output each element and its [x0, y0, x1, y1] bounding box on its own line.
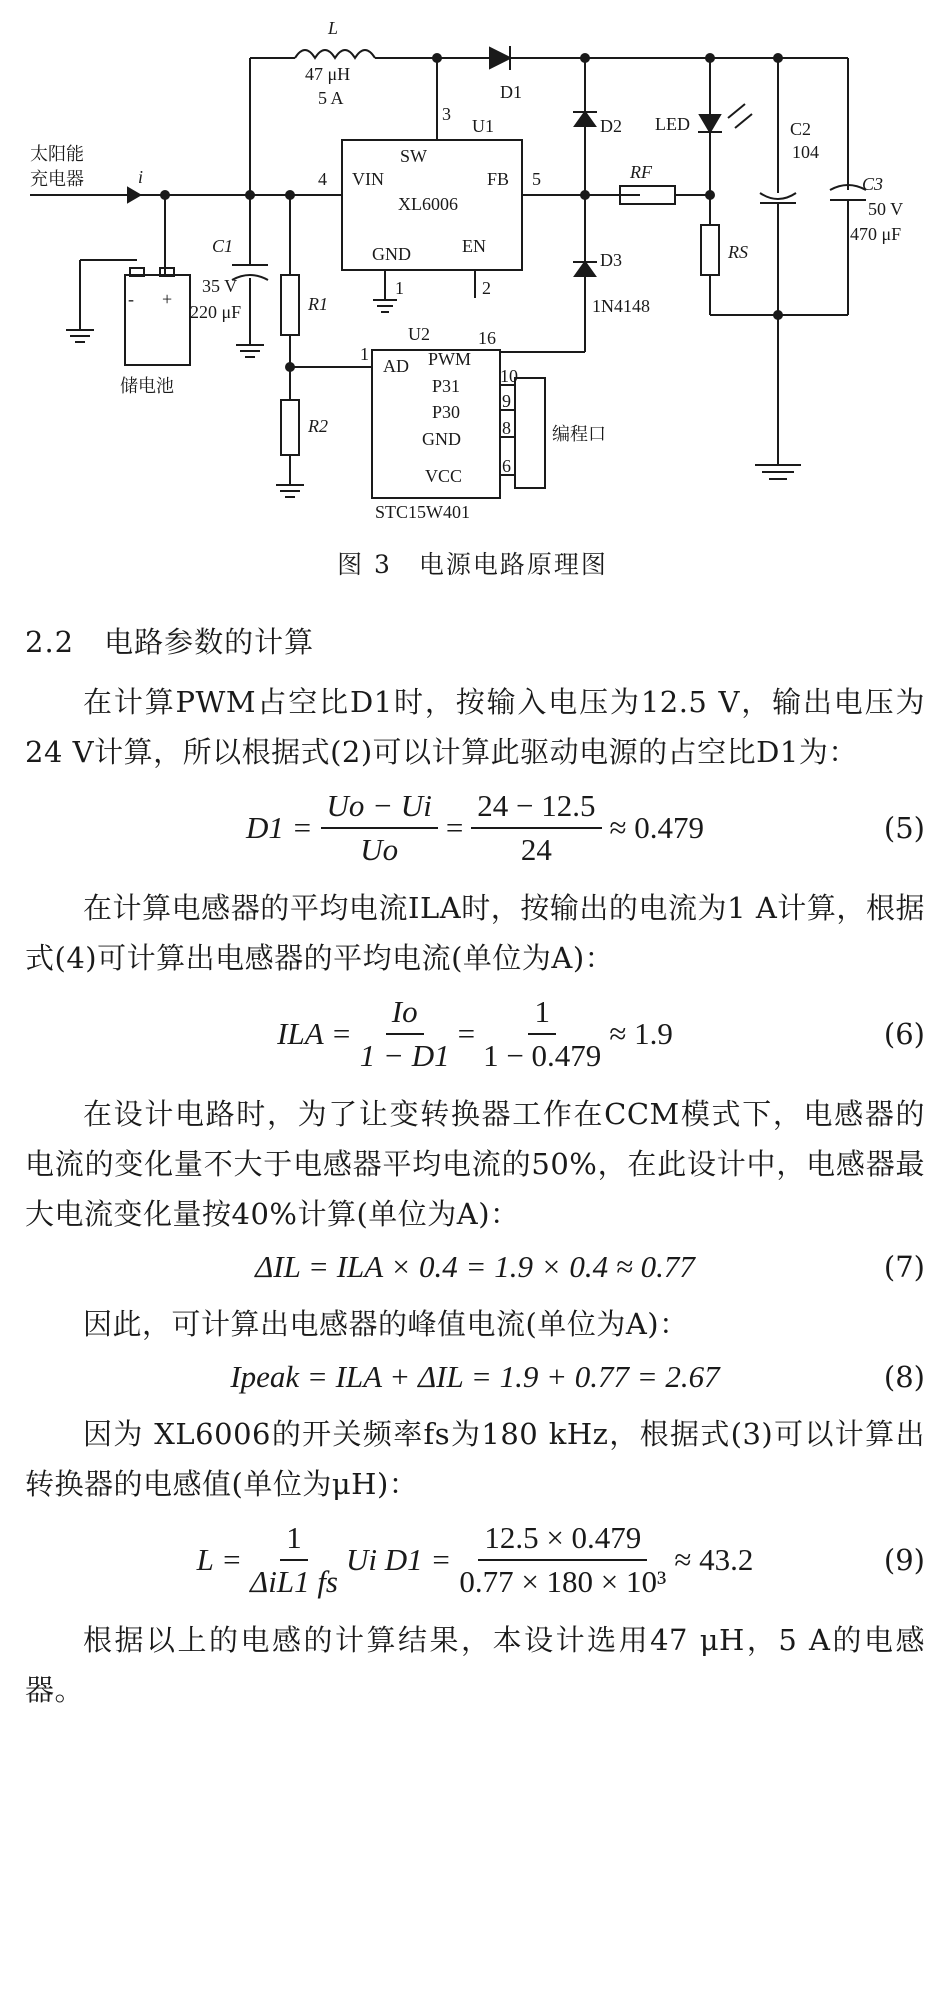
eq6-den: 1 − D1 — [359, 1038, 450, 1073]
figure-caption: 图 3 电源电路原理图 — [337, 550, 608, 579]
equation-6 — [25, 993, 925, 1075]
u2-p31: P31 — [432, 376, 461, 396]
r2-label: R2 — [308, 416, 328, 436]
u2-pwm: PWM — [428, 349, 472, 369]
eq9-den: ΔiL1 fs — [250, 1564, 338, 1599]
battery-plus: + — [162, 289, 173, 309]
u2-pin-vcc: 6 — [502, 456, 511, 476]
c1-voltage: 35 V — [202, 276, 238, 296]
battery-minus: - — [128, 289, 134, 309]
eq6-lhs: ILA = — [277, 1016, 352, 1051]
d1-label: D1 — [500, 82, 522, 102]
paragraph-4: 因此，可计算出电感器的峰值电流(单位为A)： — [83, 1307, 689, 1341]
eq9-fraction-1 — [250, 1519, 338, 1601]
solar-label-1: 太阳能 — [30, 144, 84, 165]
c2-name: C2 — [790, 119, 812, 139]
eq6-den2: 1 − 0.479 — [483, 1038, 602, 1073]
c1-name: C1 — [212, 236, 234, 256]
eq9-result: ≈ 43.2 — [674, 1542, 754, 1577]
u1-pin-sw: 3 — [442, 104, 451, 124]
paragraph-1: 在计算PWM占空比D1时，按输入电压为12.5 V，输出电压为24 V计算，所以根据式(2)可以计算此驱动电源的占空比D1为： — [25, 685, 925, 769]
eq5-lhs: D1 = — [245, 810, 313, 845]
eq8-number: (8) — [883, 1360, 925, 1394]
eq8-text: Ipeak = ILA + ΔIL = 1.9 + 0.77 = 2.67 — [230, 1359, 720, 1394]
u2-pin-ad: 1 — [360, 344, 369, 364]
eq5-result: ≈ 0.479 — [609, 810, 705, 845]
paragraph-6: 根据以上的电感的计算结果，本设计选用47 μH，5 A的电感器。 — [25, 1623, 925, 1707]
u1-name: U1 — [472, 116, 494, 136]
eq5-den: Uo — [360, 832, 399, 867]
c3-name: C3 — [862, 174, 884, 194]
eq6-result: ≈ 1.9 — [609, 1016, 673, 1051]
u1-sw: SW — [400, 146, 427, 166]
paragraph-2: 在计算电感器的平均电流ILA时，按输出的电流为1 A计算，根据式(4)可计算出电感器的平均电流(单位为A)： — [25, 891, 925, 975]
eq9-mid: Ui D1 = — [346, 1542, 452, 1577]
u2-pin-p31: 10 — [500, 366, 518, 386]
inductor-current: 5 A — [318, 88, 344, 108]
eq9-den2: 0.77 × 180 × 10³ — [459, 1564, 667, 1599]
equation-7 — [25, 1249, 925, 1285]
u1-pin-en: 2 — [482, 278, 491, 298]
u2-ad: AD — [383, 356, 409, 376]
eq5-num2: 24 − 12.5 — [471, 787, 601, 829]
eq9-number: (9) — [883, 1543, 925, 1577]
d3-part: 1N4148 — [592, 296, 650, 316]
eq6-num: Io — [386, 993, 424, 1035]
equation-9 — [25, 1519, 925, 1601]
u2-chip: STC15W401 — [375, 502, 471, 522]
eq6-eq: = — [457, 1016, 476, 1051]
eq6-num2: 1 — [528, 993, 556, 1035]
paragraph-5: 因为 XL6006的开关频率fs为180 kHz，根据式(3)可以计算出转换器的电感值(单位为μH)： — [25, 1417, 925, 1501]
u2-p30: P30 — [432, 402, 461, 422]
u2-pin-p30: 9 — [502, 391, 511, 411]
u2-gnd: GND — [422, 429, 461, 449]
u1-pin-fb: 5 — [532, 169, 541, 189]
paragraph-3: 在设计电路时，为了让变转换器工作在CCM模式下，电感器的电流的变化量不大于电感器平均电流的50%，在此设计中，电感器最大电流变化量按40%计算(单位为A)： — [25, 1097, 925, 1231]
eq5-den2: 24 — [520, 832, 552, 867]
battery-label: 储电池 — [120, 376, 174, 397]
eq5-number: (5) — [883, 811, 925, 845]
u2-pin-pwm: 16 — [478, 328, 496, 348]
eq9-num: 1 — [280, 1519, 308, 1561]
u2-pin-gnd: 8 — [502, 418, 511, 438]
equation-8 — [25, 1359, 925, 1395]
c1-capacitance: 220 μF — [190, 302, 242, 322]
u1-pin-gnd: 1 — [395, 278, 404, 298]
eq5-fraction-2 — [471, 787, 601, 869]
inductor-name: L — [328, 18, 339, 38]
u1-vin: VIN — [352, 169, 384, 189]
solar-label-2: 充电器 — [30, 169, 84, 190]
u2-name: U2 — [408, 324, 430, 344]
eq6-number: (6) — [883, 1017, 925, 1051]
section-content — [25, 620, 925, 1715]
u1-fb: FB — [487, 169, 510, 189]
eq9-lhs: L = — [196, 1542, 243, 1577]
c3-voltage: 50 V — [868, 199, 904, 219]
eq5-fraction-1 — [321, 787, 438, 869]
c2-value: 104 — [792, 142, 819, 162]
eq6-fraction-2 — [483, 993, 601, 1075]
u1-en: EN — [462, 236, 486, 256]
current-i-label: i — [138, 167, 144, 187]
eq7-text: ΔIL = ILA × 0.4 = 1.9 × 0.4 ≈ 0.77 — [255, 1249, 695, 1284]
u2-vcc: VCC — [425, 466, 463, 486]
eq9-num2: 12.5 × 0.479 — [478, 1519, 647, 1561]
led-label: LED — [655, 114, 690, 134]
eq5-eq: = — [445, 810, 464, 845]
u1-chip: XL6006 — [398, 194, 458, 214]
equation-5 — [25, 787, 925, 869]
section-heading: 2.2 电路参数的计算 — [25, 625, 315, 659]
circuit-figure — [0, 0, 945, 600]
r1-label: R1 — [308, 294, 328, 314]
d3-label: D3 — [600, 250, 622, 270]
u1-pin-vin: 4 — [318, 169, 327, 189]
eq6-fraction-1 — [360, 993, 450, 1075]
inductor-value: 47 μH — [305, 64, 351, 84]
d2-label: D2 — [600, 116, 622, 136]
circuit-schematic — [0, 0, 945, 600]
rs-label: RS — [728, 242, 748, 262]
eq7-number: (7) — [883, 1250, 925, 1284]
prog-port-label: 编程口 — [552, 424, 606, 445]
eq9-fraction-2 — [459, 1519, 666, 1601]
eq5-num: Uo − Ui — [321, 787, 438, 829]
c3-capacitance: 470 μF — [850, 224, 902, 244]
rf-label: RF — [630, 162, 652, 182]
u1-gnd: GND — [372, 244, 411, 264]
